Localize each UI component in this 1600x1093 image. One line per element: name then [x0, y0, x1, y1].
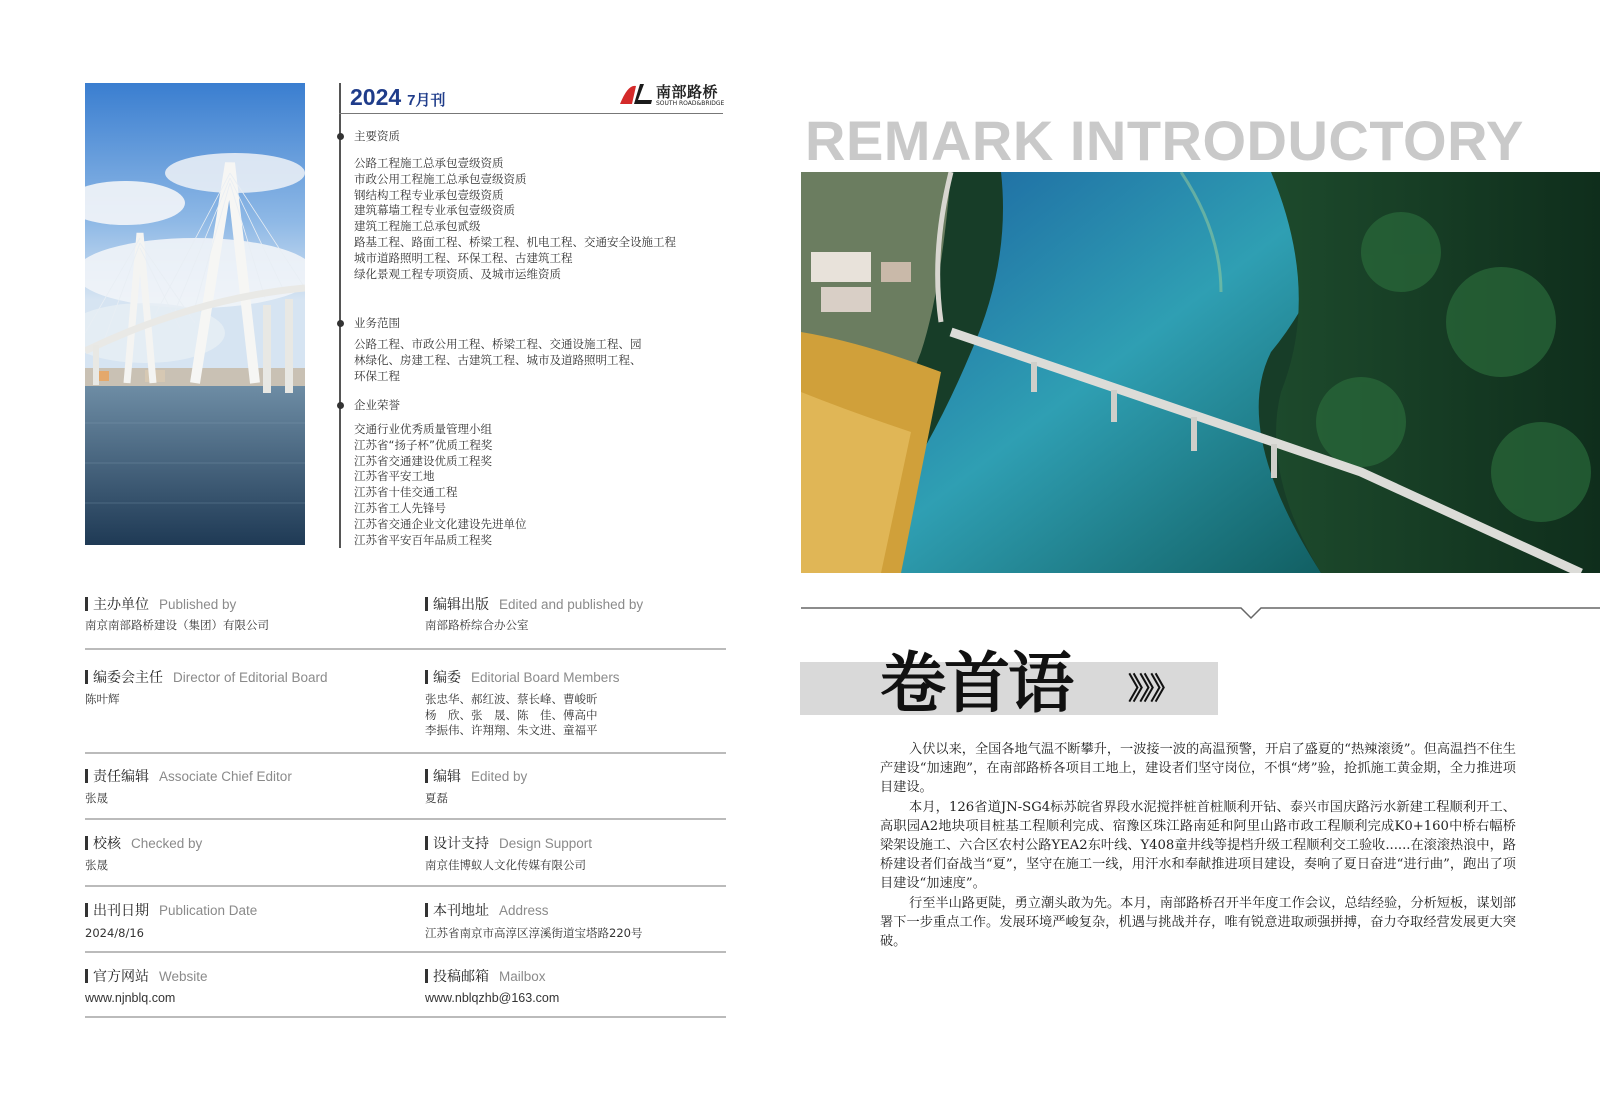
article-title: 卷首语: [880, 644, 1072, 722]
divider-line: [85, 1016, 726, 1018]
credit-value-board-members: 张忠华、郝红波、蔡长峰、曹峻昕 杨 欣、张 晟、陈 佳、傅高中 李振伟、许翔翔、朱文进、童福平: [425, 692, 598, 737]
logo-mark-icon: [618, 80, 654, 108]
list-item: 江苏省“扬子杯”优质工程奖: [354, 437, 493, 452]
section-title-qualifications: 主要资质: [354, 129, 400, 143]
credit-value-publisher: 南京南部路桥建设（集团）有限公司: [85, 618, 269, 632]
vertical-rule: [339, 83, 341, 548]
divider-line: [85, 951, 726, 953]
header-rule: [339, 113, 723, 114]
list-item: 江苏省十佳交通工程: [354, 485, 458, 500]
issue-year: 2024: [350, 84, 402, 110]
list-item: 城市道路照明工程、环保工程、古建筑工程: [354, 250, 573, 265]
list-item: 江苏省平安百年品质工程奖: [354, 532, 492, 547]
section-bullet: [337, 402, 344, 409]
credit-label-website: 官方网站 Website: [85, 966, 208, 986]
list-item: 市政公用工程施工总承包壹级资质: [354, 171, 527, 186]
list-item: 绿化景观工程专项资质、及城市运维资质: [354, 266, 561, 281]
credit-value-associate-editor: 张晟: [85, 791, 108, 805]
honors-list: [354, 422, 527, 548]
list-item: 公路工程施工总承包壹级资质: [354, 156, 504, 170]
section-bullet: [337, 133, 344, 140]
list-item: 环保工程: [354, 368, 400, 383]
list-item: 江苏省平安工地: [354, 469, 435, 484]
qualifications-list: [354, 156, 676, 282]
section-bullet: [337, 320, 344, 327]
credit-value-address: 江苏省南京市高淳区淳溪街道宝塔路220号: [425, 926, 643, 940]
divider-line: [85, 818, 726, 820]
list-item: 公路工程、市政公用工程、桥梁工程、交通设施工程、园: [354, 337, 642, 351]
list-item: 江苏省工人先锋号: [354, 500, 446, 515]
notch-divider: [801, 600, 1600, 620]
credit-label-address: 本刊地址 Address: [425, 900, 549, 920]
list-item: 路基工程、路面工程、桥梁工程、机电工程、交通安全设施工程: [354, 234, 676, 249]
section-title-honors: 企业荣誉: [354, 398, 400, 412]
credit-value-director: 陈叶辉: [85, 692, 120, 706]
credit-value-design-support: 南京佳博蚁人文化传媒有限公司: [425, 858, 586, 872]
credit-label-director: 编委会主任 Director of Editorial Board: [85, 667, 328, 687]
divider-line: [85, 648, 726, 650]
list-item: 林绿化、房建工程、古建筑工程、城市及道路照明工程、: [354, 352, 642, 367]
issue-label: [350, 84, 446, 111]
credit-value-website[interactable]: www.njnblq.com: [85, 991, 176, 1005]
bridge-photo: [85, 83, 305, 545]
logo-name: 南部路桥: [656, 83, 719, 101]
credit-label-design-support: 设计支持 Design Support: [425, 833, 592, 853]
river-bridge-photo: [801, 172, 1600, 573]
business-scope-list: [354, 337, 642, 384]
credit-value-checked-by: 张晟: [85, 858, 108, 872]
credit-label-checked-by: 校核 Checked by: [85, 833, 202, 853]
article-body: [880, 740, 1516, 951]
list-item: 江苏省交通建设优质工程奖: [354, 453, 492, 468]
credit-value-edited-published: 南部路桥综合办公室: [425, 618, 529, 632]
credit-label-edited-published: 编辑出版 Edited and published by: [425, 594, 643, 614]
credit-label-mailbox: 投稿邮箱 Mailbox: [425, 966, 546, 986]
list-item: 建筑幕墙工程专业承包壹级资质: [354, 203, 515, 218]
company-logo: [618, 80, 728, 110]
list-item: 建筑工程施工总承包贰级: [354, 219, 481, 234]
divider-line: [85, 885, 726, 887]
credit-label-publication-date: 出刊日期 Publication Date: [85, 900, 257, 920]
article-paragraph: 本月，126省道JN-SG4标苏皖省界段水泥搅拌桩首桩顺利开钻、泰兴市国庆路污水新建工程顺利开工、高职园A2地块项目桩基工程顺利完成、宿豫区珠江路南延和阿里山路市政工程顺利完成K0+160中桥右幅桥梁架设施工、六合区农村公路YEA2东叶线、Y408童井线等提档升级工程顺利交工验收......在滚滚热浪中，路桥建设者们奋战当“夏”，坚守在施工一线，用汗水和奉献推进项目建设，奏响了夏日奋进“进行曲”，跑出了项目建设“加速度”。: [880, 799, 1516, 892]
credit-label-edited-by: 编辑 Edited by: [425, 766, 527, 786]
credit-value-edited-by: 夏磊: [425, 791, 448, 805]
title-arrows: 》》》: [1128, 672, 1176, 707]
section-title-business-scope: 业务范围: [354, 316, 400, 330]
divider-line: [85, 752, 726, 754]
article-paragraph: 行至半山路更陡，勇立潮头敢为先。本月，南部路桥召开半年度工作会议，总结经验，分析短板，谋划部署下一步重点工作。发展环境严峻复杂，机遇与挑战并存，唯有锐意进取顽强拼搏，奋力夺取经营发展更大突破。: [880, 895, 1516, 950]
logo-english: SOUTH ROAD&BRIDGE: [656, 100, 725, 107]
credit-label-publisher: 主办单位 Published by: [85, 594, 236, 614]
credit-label-board-members: 编委 Editorial Board Members: [425, 667, 620, 687]
issue-month: 7月刊: [407, 92, 446, 109]
credit-value-publication-date: 2024/8/16: [85, 926, 144, 940]
credit-value-mailbox[interactable]: www.nblqzhb@163.com: [425, 991, 560, 1005]
list-item: 江苏省交通企业文化建设先进单位: [354, 516, 527, 531]
credit-label-associate-editor: 责任编辑 Associate Chief Editor: [85, 766, 292, 786]
remark-heading: REMARK INTRODUCTORY: [805, 109, 1524, 172]
list-item: 交通行业优秀质量管理小组: [354, 422, 492, 436]
article-paragraph: 入伏以来，全国各地气温不断攀升，一波接一波的高温预警，开启了盛夏的“热辣滚烫”。但高温挡不住生产建设“加速跑”，在南部路桥各项目工地上，建设者们坚守岗位，不惧“烤”验，抢抓施工黄金期，全力推进项目建设。: [880, 742, 1516, 796]
list-item: 钢结构工程专业承包壹级资质: [354, 187, 504, 202]
